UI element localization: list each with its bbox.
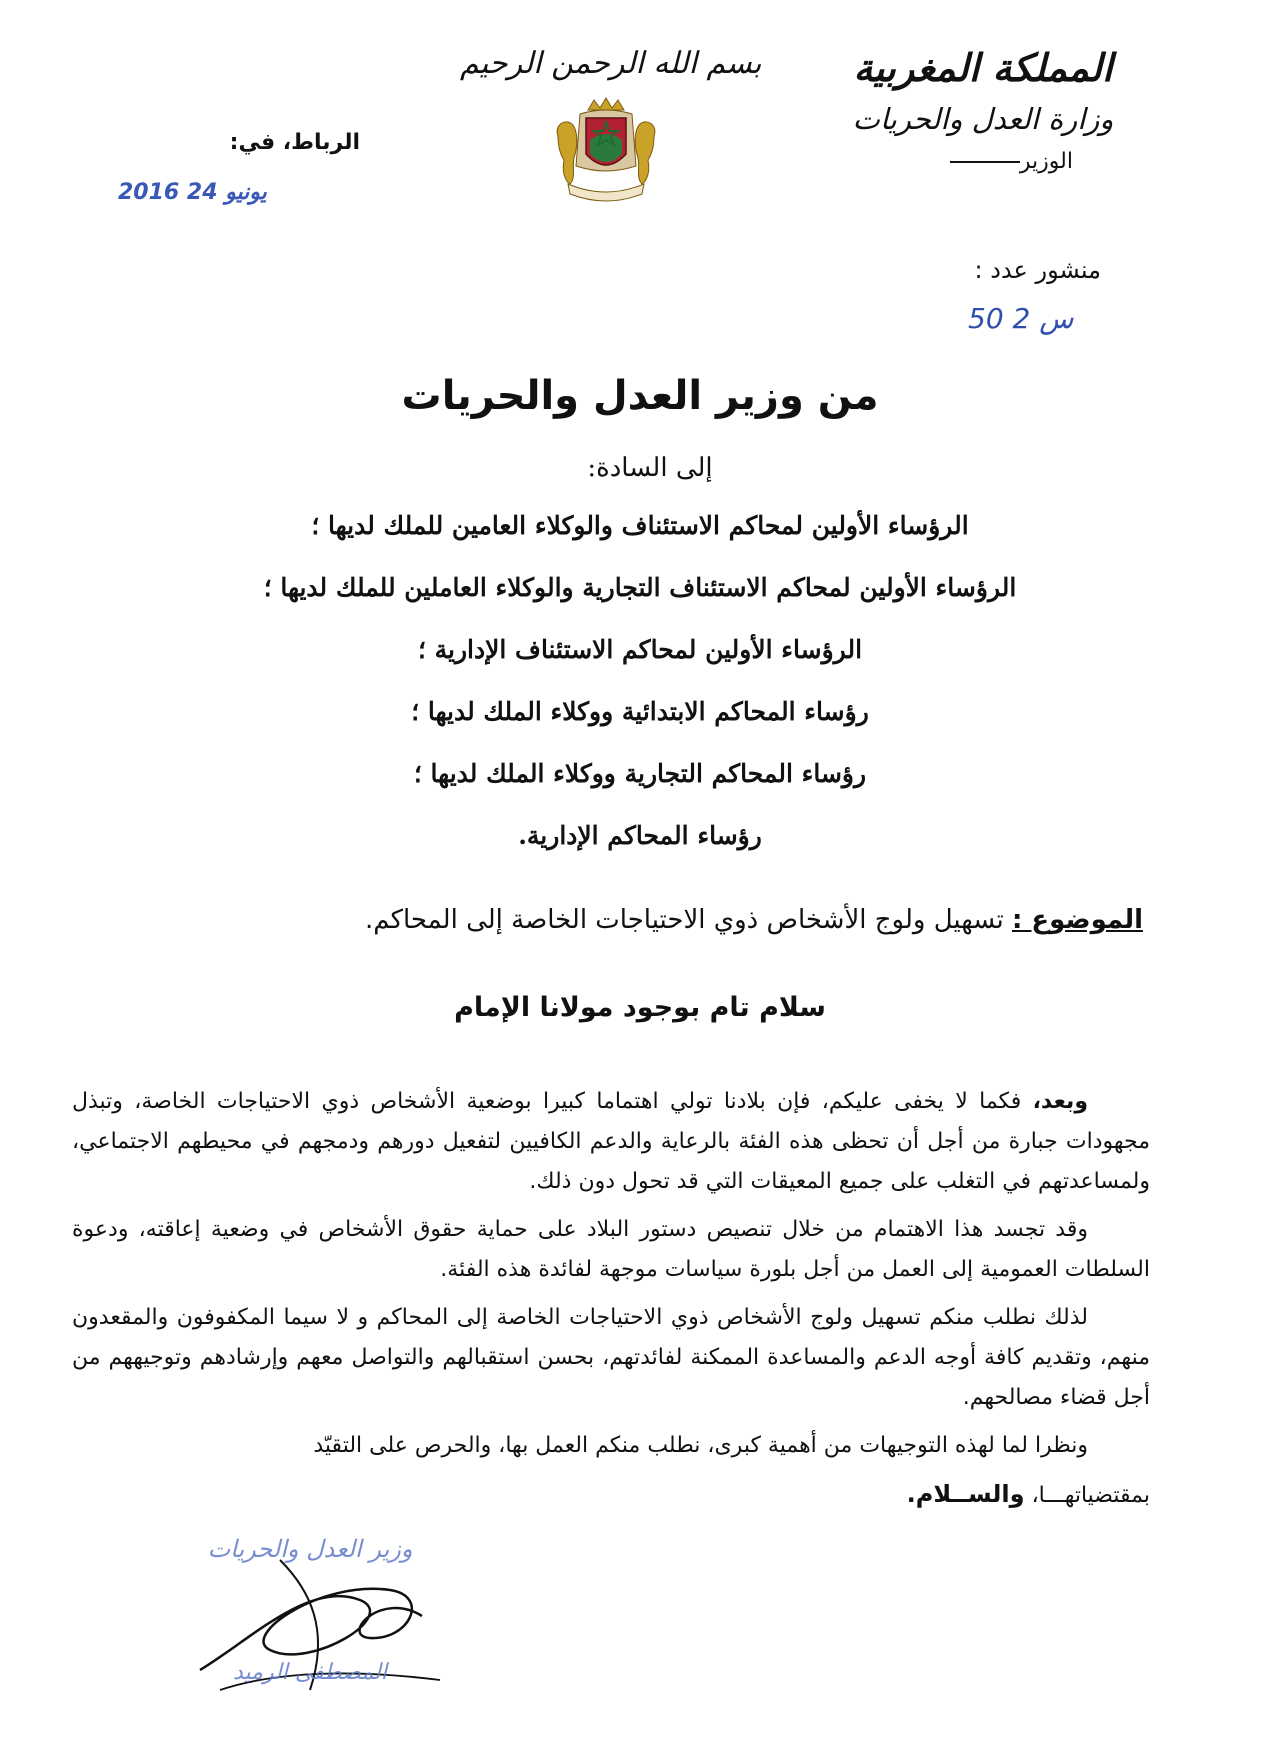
place-label: الرباط، في:	[229, 130, 360, 155]
paragraph-4: ونظرا لما لهذه التوجيهات من أهمية كبرى، نطلب منكم العمل بها، والحرص على التقيّد	[313, 1433, 1088, 1458]
paragraph-2: وقد تجسد هذا الاهتمام من خلال تنصيص دستور البلاد على حماية حقوق الأشخاص في وضعية إعاقته، ودعوة السلطات العمومية إلى العمل من أجل بلورة سياسات موجهة لفائدة هذه الفئة.	[72, 1217, 1150, 1282]
circular-number-handwritten: 50 س 2	[968, 302, 1074, 335]
document-title: من وزير العدل والحريات	[401, 373, 879, 419]
ministry-name: وزارة العدل والحريات	[852, 102, 1114, 136]
circular-number-label: منشور عدد :	[974, 256, 1101, 284]
paragraph-1	[72, 1082, 1150, 1202]
subject-label: الموضوع :	[1011, 905, 1143, 935]
recipient-list	[100, 504, 1180, 876]
closing-line	[72, 1474, 1150, 1516]
minister-label	[833, 144, 1133, 180]
minister-rule	[950, 161, 1020, 163]
letter-body	[72, 1082, 1150, 1516]
recipient-item: الرؤساء الأولين لمحاكم الاستئناف التجارية والوكلاء العاملين للملك لديها ؛	[263, 573, 1017, 602]
paragraph-1-text: فكما لا يخفى عليكم، فإن بلادنا تولي اهتماما كبيرا بوضعية الأشخاص ذوي الاحتياجات الخاصة، وتبذل مجهودات جبارة من أجل أن تحظى هذه الفئة بالرعاية والدعم الكافيين لتفعيل دورهم ودمجهم في محيطهم الاجتماعي، ولمساعدتهم في التغلب على جميع المعيقات التي قد تحول دون ذلك.	[72, 1089, 1150, 1194]
addressee-label: إلى السادة:	[587, 453, 713, 483]
recipient-item: رؤساء المحاكم الابتدائية ووكلاء الملك لديها ؛	[411, 697, 869, 726]
paragraph-lead: وبعد،	[1032, 1089, 1088, 1114]
closing-salutation: والســلام.	[906, 1480, 1025, 1508]
kingdom-name: المملكة المغربية	[853, 45, 1113, 90]
subject-line	[243, 900, 1143, 940]
closing-text: بمقتضياتهـــا،	[1031, 1483, 1150, 1508]
recipient-item: الرؤساء الأولين لمحاكم الاستئناف والوكلاء العامين للملك لديها ؛	[311, 511, 969, 540]
signer-name: المصطفى الرميد	[232, 1660, 388, 1685]
signature-stamp-title: وزير العدل والحريات	[207, 1535, 413, 1563]
recipient-item: رؤساء المحاكم التجارية ووكلاء الملك لديها ؛	[413, 759, 867, 788]
paragraph-3: لذلك نطلب منكم تسهيل ولوج الأشخاص ذوي الاحتياجات الخاصة إلى المحاكم و لا سيما المكفوفون والمقعدون منهم، وتقديم كافة أوجه الدعم والمساعدة الممكنة لفائدتهم، بحسن استقبالهم والتواصل معهم وإرشادهم وتوجيههم من أجل قضاء مصالحهم.	[72, 1305, 1150, 1410]
subject-text: تسهيل ولوج الأشخاص ذوي الاحتياجات الخاصة إلى المحاكم.	[365, 905, 1004, 935]
ministry-header	[833, 42, 1133, 180]
date-stamp: 2016 يونيو 24	[118, 180, 267, 205]
basmala: بسم الله الرحمن الرحيم	[460, 46, 762, 81]
greeting: سلام تام بوجود مولانا الإمام	[454, 992, 826, 1023]
recipient-item: رؤساء المحاكم الإدارية.	[518, 821, 762, 850]
recipient-item: الرؤساء الأولين لمحاكم الاستئناف الإدارية ؛	[417, 635, 863, 664]
coat-of-arms-icon	[550, 96, 662, 206]
minister-label-text: الوزير	[1019, 149, 1073, 174]
